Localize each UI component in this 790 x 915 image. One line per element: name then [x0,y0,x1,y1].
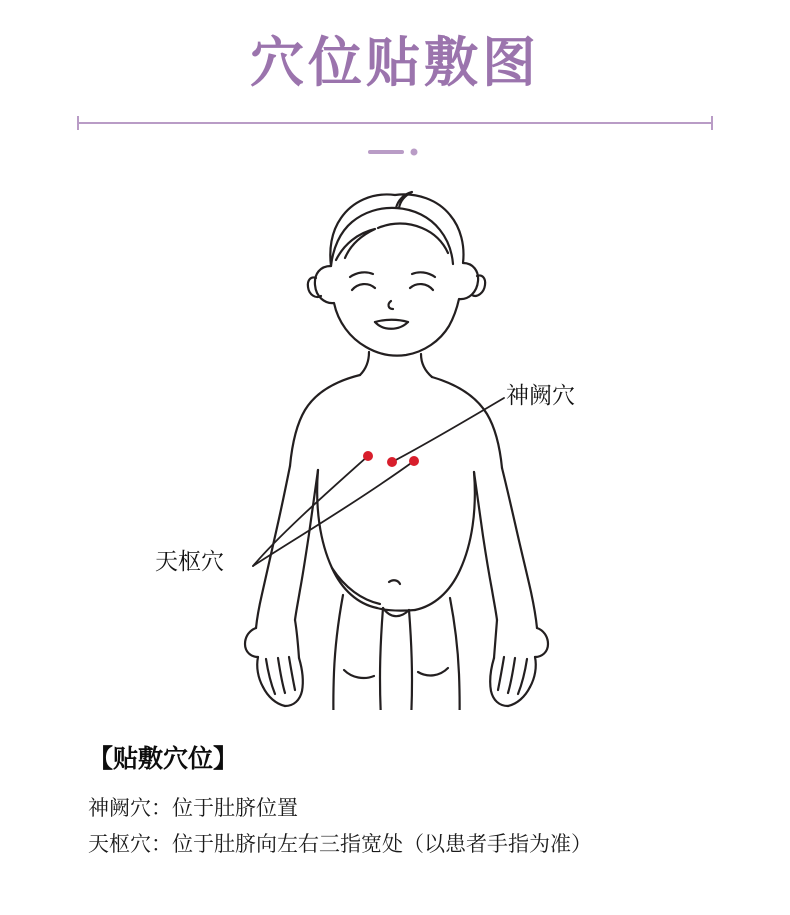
page-title: 穴位贴敷图 [250,31,540,94]
leader-line-tianshu-right [253,461,414,566]
notes-line-tianshu: 天枢穴：位于肚脐向左右三指宽处（以患者手指为准） [88,832,592,856]
acupoint-markers [363,451,419,467]
acupoint-shenque-icon [387,457,397,467]
title-divider [78,122,712,124]
acupoint-tianshu-right-icon [409,456,419,466]
title-rule-cap-right [711,116,713,130]
notes-heading: 【贴敷穴位】 [88,744,239,773]
label-tianshu: 天枢穴 [155,549,224,575]
leader-line-tianshu-left [253,456,368,566]
leader-line-shenque [392,398,504,462]
acupoint-body-diagram [0,170,790,710]
divider-ornament-icon [0,142,790,160]
acupoint-tianshu-left-icon [363,451,373,461]
notes-block [88,742,728,862]
label-shenque: 神阙穴 [506,383,575,409]
notes-line-shenque: 神阙穴：位于肚脐位置 [88,796,298,820]
